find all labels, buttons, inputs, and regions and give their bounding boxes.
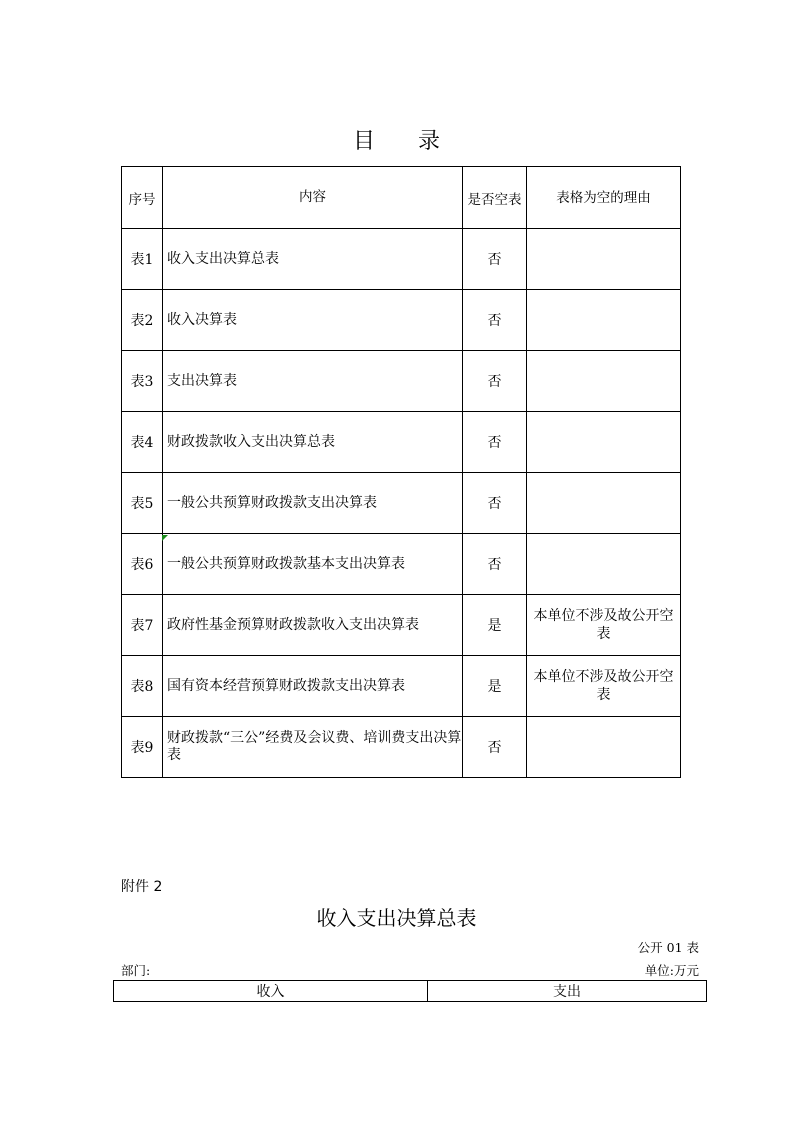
row-is-empty: 否 (463, 534, 527, 595)
row-content: 一般公共预算财政拨款基本支出决算表 (163, 534, 463, 595)
row-reason (527, 351, 681, 412)
attachment-title: 收入支出决算总表 (316, 906, 477, 930)
row-is-empty: 否 (463, 412, 527, 473)
table-row (122, 412, 681, 473)
row-content: 国有资本经营预算财政拨款支出决算表 (163, 656, 463, 717)
row-is-empty: 否 (463, 351, 527, 412)
row-reason (527, 412, 681, 473)
row-content: 收入决算表 (163, 290, 463, 351)
attachment-label: 附件 2 (121, 879, 163, 895)
header-content: 内容 (163, 167, 463, 229)
department-label: 部门: (121, 963, 151, 978)
row-no: 表3 (122, 351, 163, 412)
row-reason (527, 290, 681, 351)
toc-title: 目 录 (353, 129, 458, 154)
row-no: 表9 (122, 717, 163, 778)
header-expense: 支出 (428, 981, 707, 1002)
row-reason: 本单位不涉及故公开空表 (527, 656, 681, 717)
row-no: 表5 (122, 473, 163, 534)
header-is-empty: 是否空表 (463, 167, 527, 229)
form-number: 公开 01 表 (637, 940, 699, 955)
row-is-empty: 是 (463, 656, 527, 717)
row-reason: 本单位不涉及故公开空表 (527, 595, 681, 656)
table-row (122, 473, 681, 534)
row-content: 一般公共预算财政拨款支出决算表 (163, 473, 463, 534)
summary-table (113, 980, 707, 1002)
row-reason (527, 473, 681, 534)
row-content: 政府性基金预算财政拨款收入支出决算表 (163, 595, 463, 656)
row-reason (527, 229, 681, 290)
header-reason: 表格为空的理由 (527, 167, 681, 229)
row-is-empty: 是 (463, 595, 527, 656)
row-content: 收入支出决算总表 (163, 229, 463, 290)
header-no: 序号 (122, 167, 163, 229)
table-row (122, 229, 681, 290)
row-content: 财政拨款“三公”经费及会议费、培训费支出决算表 (163, 717, 463, 778)
row-is-empty: 否 (463, 473, 527, 534)
table-row (122, 595, 681, 656)
row-no: 表6 (122, 534, 163, 595)
row-reason (527, 717, 681, 778)
row-no: 表4 (122, 412, 163, 473)
row-no: 表2 (122, 290, 163, 351)
header-income: 收入 (114, 981, 428, 1002)
row-is-empty: 否 (463, 290, 527, 351)
row-content: 支出决算表 (163, 351, 463, 412)
toc-table (121, 166, 681, 778)
table-row (122, 290, 681, 351)
row-is-empty: 否 (463, 229, 527, 290)
row-no: 表7 (122, 595, 163, 656)
unit-label: 单位:万元 (644, 963, 699, 978)
toc-header-row (122, 167, 681, 229)
row-no: 表8 (122, 656, 163, 717)
row-reason (527, 534, 681, 595)
table-row (122, 717, 681, 778)
row-content: 财政拨款收入支出决算总表 (163, 412, 463, 473)
summary-header-row (114, 981, 707, 1002)
row-is-empty: 否 (463, 717, 527, 778)
table-row (122, 351, 681, 412)
table-row (122, 656, 681, 717)
row-no: 表1 (122, 229, 163, 290)
table-row (122, 534, 681, 595)
cell-comment-marker (162, 535, 168, 541)
